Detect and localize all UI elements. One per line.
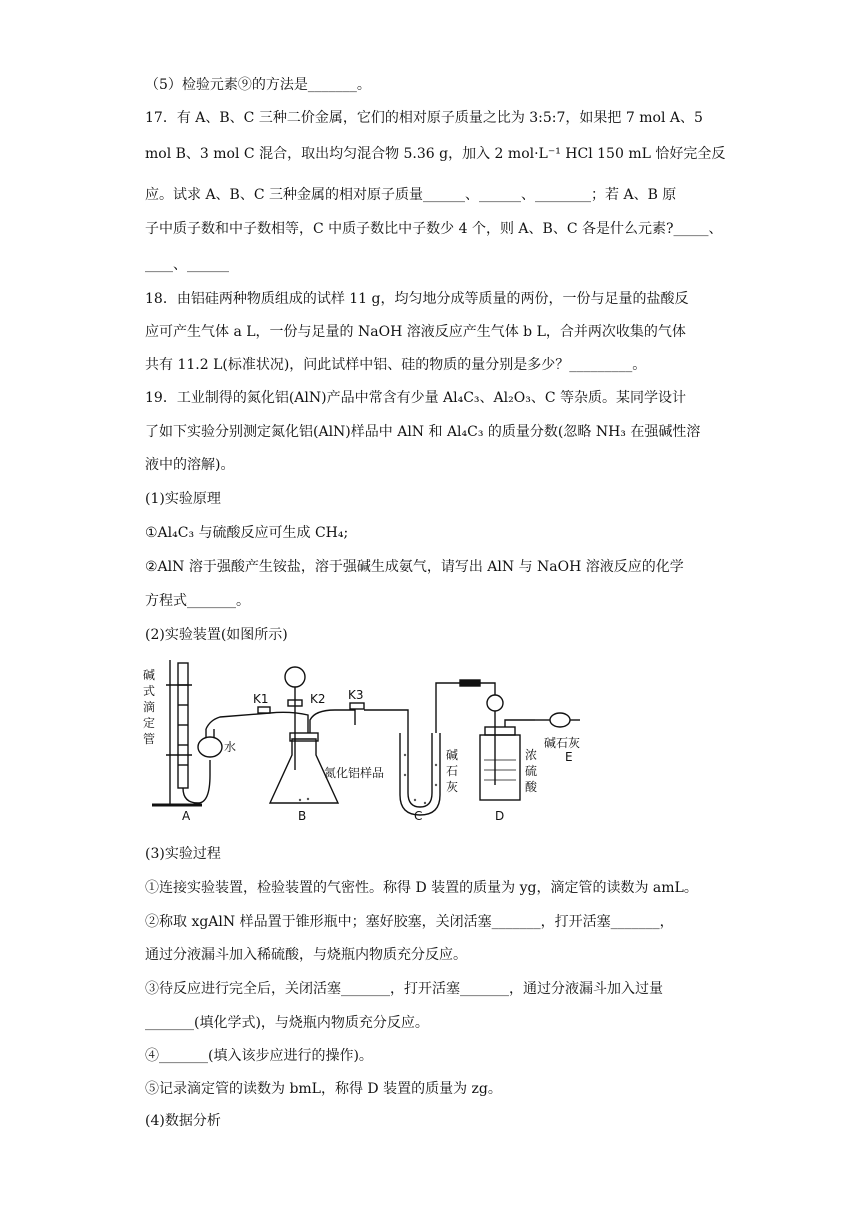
line-3: 应。试求 A、B、C 三种金属的相对原子质量______、______、________；若 A、B 原 — [145, 187, 677, 203]
line-0: （5）检验元素⑨的方法是_______。 — [145, 77, 371, 93]
soda-lime-c-char-2: 灰 — [446, 780, 459, 794]
label-c: C — [414, 809, 423, 823]
line-15: 方程式_______。 — [145, 593, 250, 609]
line-8: 共有 11.2 L(标准状况)，问此试样中铝、硅的物质的量分别是多少？_________。 — [145, 357, 647, 373]
apparatus-figure — [140, 655, 580, 825]
conc-acid-char-2: 酸 — [525, 780, 538, 794]
water-label: 水 — [224, 740, 237, 754]
line-25: (4)数据分析 — [145, 1113, 221, 1129]
line-21: ③待反应进行完全后，关闭活塞_______，打开活塞_______，通过分液漏斗加入过量 — [145, 981, 663, 997]
soda-lime-c-char-0: 碱 — [446, 748, 459, 762]
line-10: 了如下实验分别测定氮化铝(AlN)样品中 AlN 和 Al₄C₃ 的质量分数(忽略 NH₃ 在强碱性溶 — [145, 424, 701, 440]
buret-label-char-1: 式 — [143, 684, 156, 698]
line-6: 18．由铝硅两种物质组成的试样 11 g，均匀地分成等质量的两份，一份与足量的盐酸反 — [145, 291, 689, 307]
line-14: ②AlN 溶于强酸产生铵盐，溶于强碱生成氨气，请写出 AlN 与 NaOH 溶液反应的化学 — [145, 559, 684, 575]
line-12: (1)实验原理 — [145, 491, 221, 507]
line-4: 子中质子数和中子数相等，C 中质子数比中子数少 4 个，则 A、B、C 各是什么元素?_____、 — [145, 221, 723, 237]
line-22: _______(填化学式)，与烧瓶内物质充分反应。 — [145, 1015, 429, 1031]
leveling-bulb — [198, 737, 222, 757]
k3-label: K3 — [348, 688, 364, 702]
buret-label-char-4: 管 — [143, 732, 156, 746]
label-e: E — [565, 750, 573, 764]
line-20: 通过分液漏斗加入稀硫酸，与烧瓶内物质充分反应。 — [145, 947, 467, 963]
line-24: ⑤记录滴定管的读数为 bmL，称得 D 装置的质量为 zg。 — [145, 1081, 502, 1097]
soda-lime-e-label: 碱石灰 — [544, 736, 580, 750]
line-13: ①Al₄C₃ 与硫酸反应可生成 CH₄; — [145, 525, 349, 541]
line-5: ____、______ — [145, 257, 229, 273]
soda-lime-c-label — [446, 747, 458, 794]
drying-tube — [550, 713, 570, 727]
label-a: A — [182, 809, 191, 823]
wash-bottle — [480, 735, 520, 800]
line-19: ②称取 xgAlN 样品置于锥形瓶中；塞好胶塞，关闭活塞_______，打开活塞_______， — [145, 914, 674, 930]
line-2: mol B、3 mol C 混合，取出均匀混合物 5.36 g，加入 2 mol·L⁻¹ HCl 150 mL 恰好完全反 — [145, 146, 726, 162]
label-b: B — [298, 809, 307, 823]
sample-label: 氮化铝样品 — [324, 766, 385, 780]
valve-k3 — [350, 703, 364, 709]
line-9: 19．工业制得的氮化铝(AlN)产品中常含有少量 Al₄C₃、Al₂O₃、C 等杂质。某同学设计 — [145, 390, 687, 406]
line-23: ④_______(填入该步应进行的操作)。 — [145, 1048, 373, 1064]
valve-k1 — [258, 707, 270, 713]
line-1: 17．有 A、B、C 三种二价金属，它们的相对原子质量之比为 3:5:7，如果把 7 mol A、5 — [145, 110, 703, 126]
conc-acid-label — [525, 748, 538, 794]
buret-label-char-3: 定 — [143, 716, 156, 730]
conc-acid-char-0: 浓 — [525, 748, 538, 762]
line-18: ①连接实验装置，检验装置的气密性。称得 D 装置的质量为 yg，滴定管的读数为 amL。 — [145, 880, 698, 896]
line-17: (3)实验过程 — [145, 846, 221, 862]
line-11: 液中的溶解)。 — [145, 457, 235, 473]
conc-acid-char-1: 硫 — [525, 764, 538, 778]
soda-lime-c-char-1: 石 — [446, 764, 459, 778]
u-tube — [400, 733, 440, 815]
buret-label — [143, 667, 155, 746]
apparatus-diagram — [140, 655, 580, 825]
line-7: 应可产生气体 a L，一份与足量的 NaOH 溶液反应产生气体 b L，合并两次收集的气体 — [145, 324, 686, 340]
separatory-funnel — [285, 667, 305, 687]
buret-label-char-2: 滴 — [143, 700, 156, 714]
k2-label: K2 — [310, 692, 326, 706]
label-d: D — [495, 809, 505, 823]
k1-label: K1 — [253, 692, 269, 706]
line-16: (2)实验装置(如图所示) — [145, 627, 288, 643]
buret-label-char-0: 碱 — [143, 668, 156, 682]
